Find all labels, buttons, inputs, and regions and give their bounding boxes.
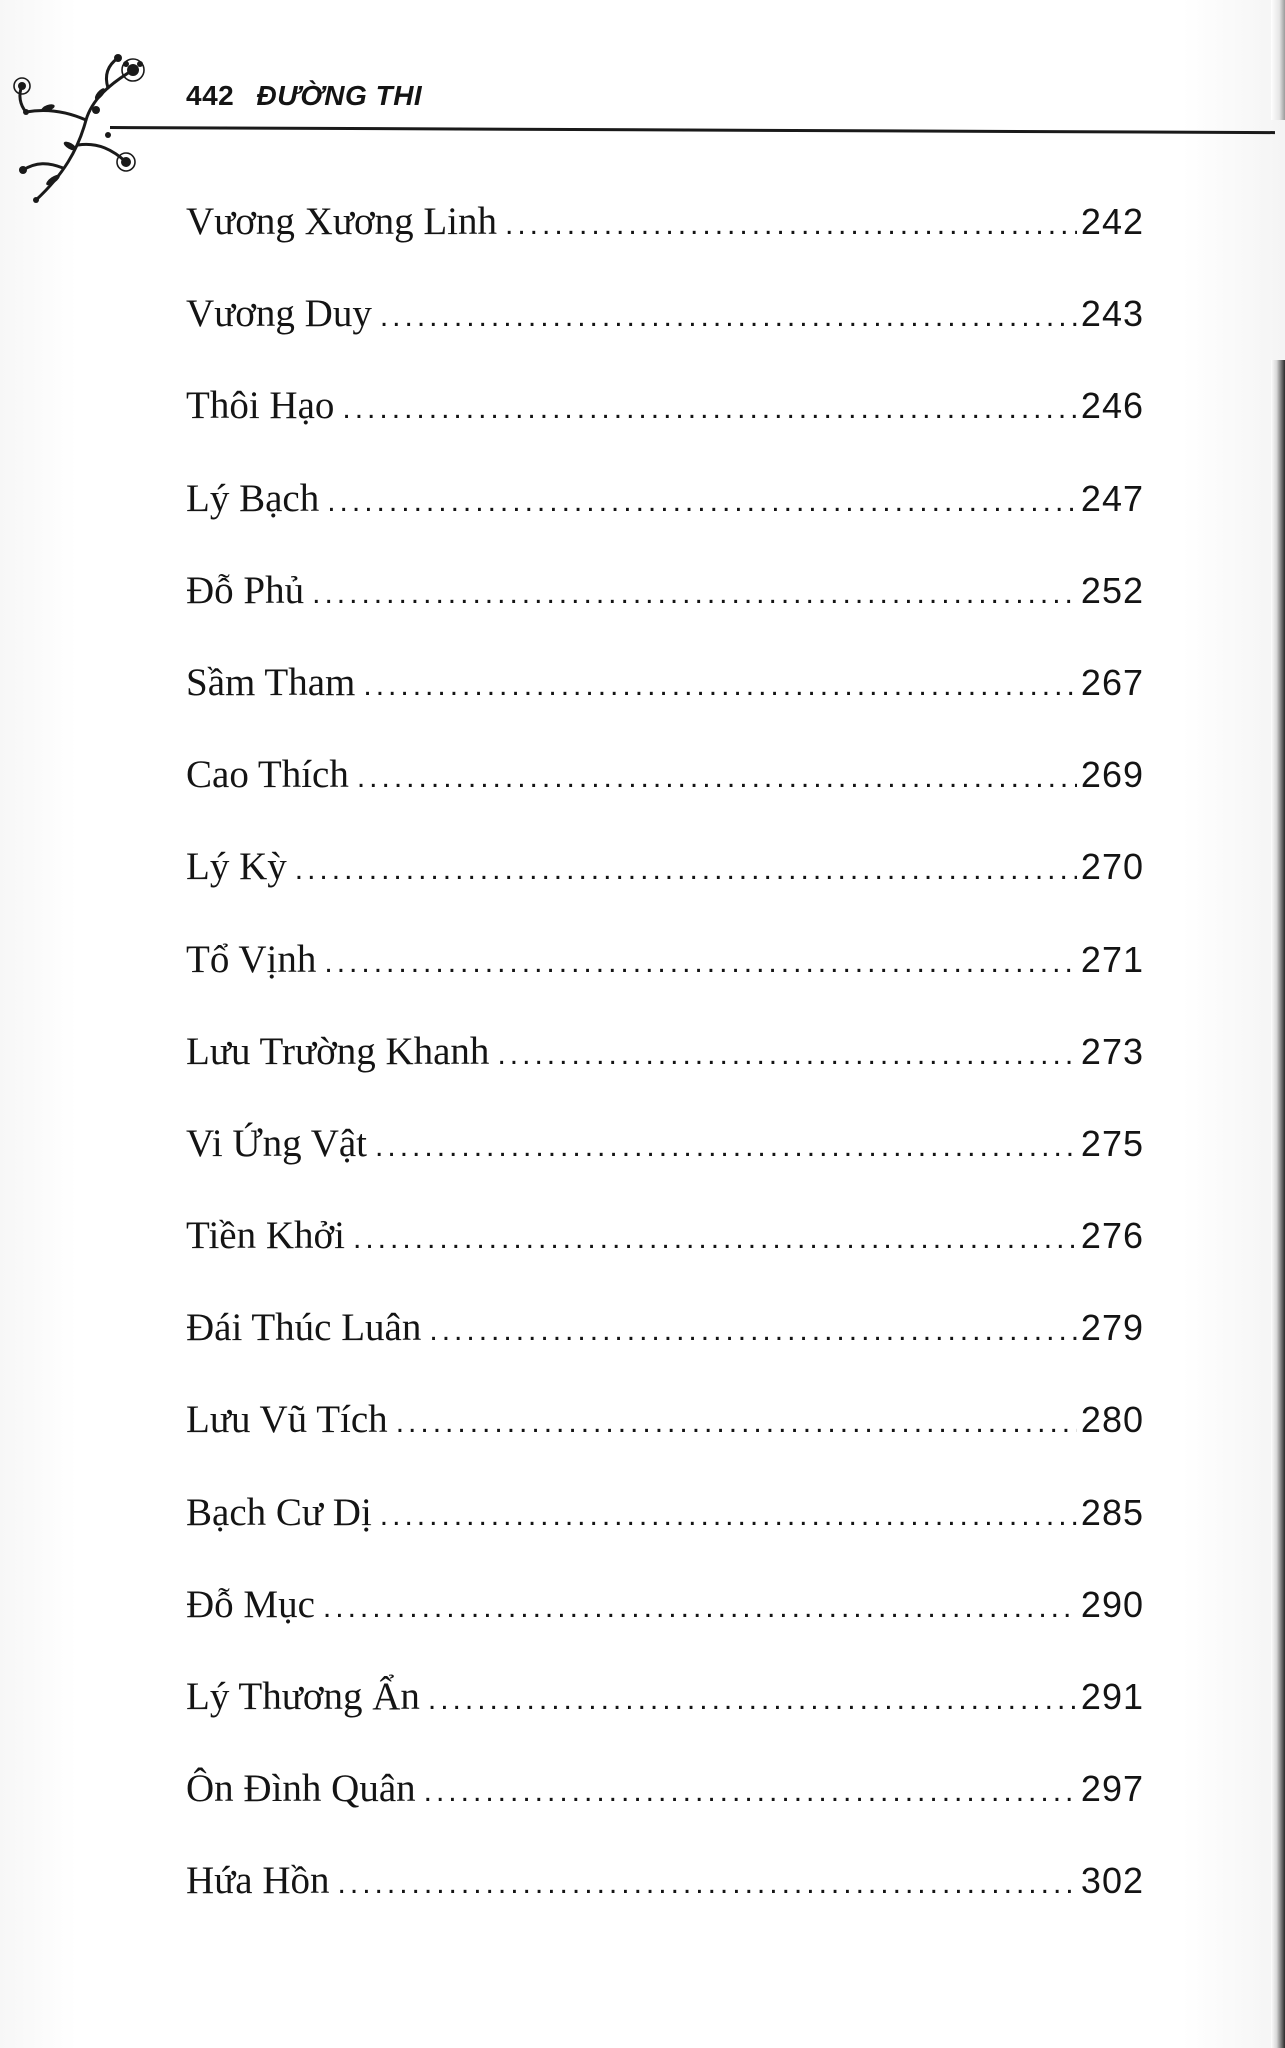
- toc-entry-name: Lý Kỳ: [186, 845, 287, 889]
- toc-dot-leader: [380, 295, 1077, 339]
- toc-entry: [186, 1675, 1144, 1767]
- toc-entry-page: 270: [1080, 846, 1144, 888]
- toc-dot-leader: [429, 1309, 1077, 1353]
- toc-entry-name: Bạch Cư Dị: [186, 1490, 372, 1534]
- toc-entry-name: Sầm Tham: [186, 660, 356, 704]
- toc-entry-page: 297: [1080, 1768, 1144, 1810]
- page-edge-shadow: [1271, 360, 1285, 2048]
- toc-entry: [186, 938, 1144, 1030]
- toc-entry: [186, 1306, 1144, 1398]
- toc-entry: [186, 1583, 1144, 1675]
- toc-entry-name: Ôn Đình Quân: [186, 1767, 416, 1811]
- toc-entry-page: 243: [1080, 293, 1144, 335]
- toc-entry: [186, 1398, 1144, 1490]
- toc-entry-name: Vương Xương Linh: [186, 200, 498, 243]
- header-page-number: 442: [186, 80, 235, 111]
- toc-entry: [186, 1767, 1144, 1859]
- toc-entry-name: Vương Duy: [186, 292, 372, 336]
- toc-entry-page: 302: [1080, 1860, 1144, 1902]
- toc-entry-page: 290: [1080, 1583, 1144, 1625]
- toc-dot-leader: [428, 1678, 1077, 1722]
- toc-entry-page: 273: [1080, 1030, 1144, 1072]
- toc-entry: [186, 1491, 1144, 1583]
- blossom-branch-icon: [8, 50, 168, 220]
- toc-entry-page: 267: [1080, 661, 1144, 703]
- header-book-title: ĐƯỜNG THI: [256, 80, 423, 111]
- toc-entry-page: 291: [1080, 1676, 1144, 1717]
- toc-entry: [186, 1214, 1144, 1306]
- toc-entry: [186, 845, 1144, 937]
- toc-entry: [186, 661, 1144, 753]
- toc-dot-leader: [353, 1217, 1077, 1261]
- toc-entry-page: 242: [1080, 201, 1144, 242]
- toc-entry-name: Tiền Khởi: [186, 1214, 345, 1258]
- toc-entry-page: 252: [1080, 569, 1144, 611]
- toc-entry-name: Lưu Vũ Tích: [186, 1398, 388, 1442]
- page-edge-shadow-top: [1271, 0, 1285, 120]
- header-rule: [110, 126, 1275, 134]
- toc-dot-leader: [375, 1125, 1077, 1169]
- toc-dot-leader: [295, 848, 1077, 892]
- toc-entry: [186, 569, 1144, 661]
- toc-dot-leader: [324, 941, 1077, 985]
- toc-entry-name: Cao Thích: [186, 753, 349, 797]
- toc-entry-page: 279: [1080, 1307, 1144, 1349]
- toc-entry-name: Lý Thương Ẩn: [186, 1675, 420, 1718]
- toc-entry-name: Vi Ứng Vật: [186, 1121, 368, 1165]
- toc-entry: [186, 477, 1144, 569]
- toc-dot-leader: [357, 756, 1077, 800]
- toc-entry: [186, 753, 1144, 845]
- toc-dot-leader: [323, 1586, 1077, 1630]
- toc-dot-leader: [380, 1494, 1077, 1538]
- toc-entry-page: 269: [1080, 754, 1144, 796]
- toc-dot-leader: [505, 203, 1077, 247]
- toc-entry-page: 275: [1080, 1122, 1144, 1164]
- toc-entry-page: 271: [1080, 938, 1144, 980]
- toc-dot-leader: [327, 480, 1077, 524]
- toc-dot-leader: [424, 1770, 1077, 1814]
- toc-entry-name: Hứa Hồn: [186, 1859, 330, 1903]
- toc-entry: [186, 200, 1144, 292]
- toc-entry-page: 247: [1080, 477, 1144, 519]
- toc-entry-name: Lý Bạch: [186, 476, 320, 520]
- toc-entry-name: Tổ Vịnh: [186, 937, 317, 981]
- toc-entry: [186, 292, 1144, 384]
- toc-dot-leader: [312, 572, 1077, 616]
- toc-dot-leader: [497, 1033, 1076, 1077]
- table-of-contents: [186, 200, 1144, 1952]
- toc-entry-name: Thôi Hạo: [186, 384, 335, 428]
- toc-entry-name: Đỗ Mục: [186, 1582, 315, 1626]
- toc-dot-leader: [396, 1401, 1077, 1445]
- toc-dot-leader: [338, 1862, 1077, 1906]
- running-header: [186, 80, 422, 112]
- toc-entry-page: 280: [1080, 1399, 1144, 1441]
- toc-entry-page: 246: [1080, 385, 1144, 427]
- toc-entry: [186, 1030, 1144, 1122]
- toc-entry-page: 276: [1080, 1215, 1144, 1257]
- toc-dot-leader: [342, 387, 1077, 431]
- toc-dot-leader: [363, 664, 1077, 708]
- toc-entry-name: Đái Thúc Luân: [186, 1306, 422, 1350]
- toc-entry-name: Đỗ Phủ: [186, 568, 305, 612]
- toc-entry: [186, 1859, 1144, 1951]
- toc-entry-page: 285: [1080, 1491, 1144, 1533]
- toc-entry-name: Lưu Trường Khanh: [186, 1029, 490, 1073]
- toc-entry: [186, 384, 1144, 476]
- toc-entry: [186, 1122, 1144, 1214]
